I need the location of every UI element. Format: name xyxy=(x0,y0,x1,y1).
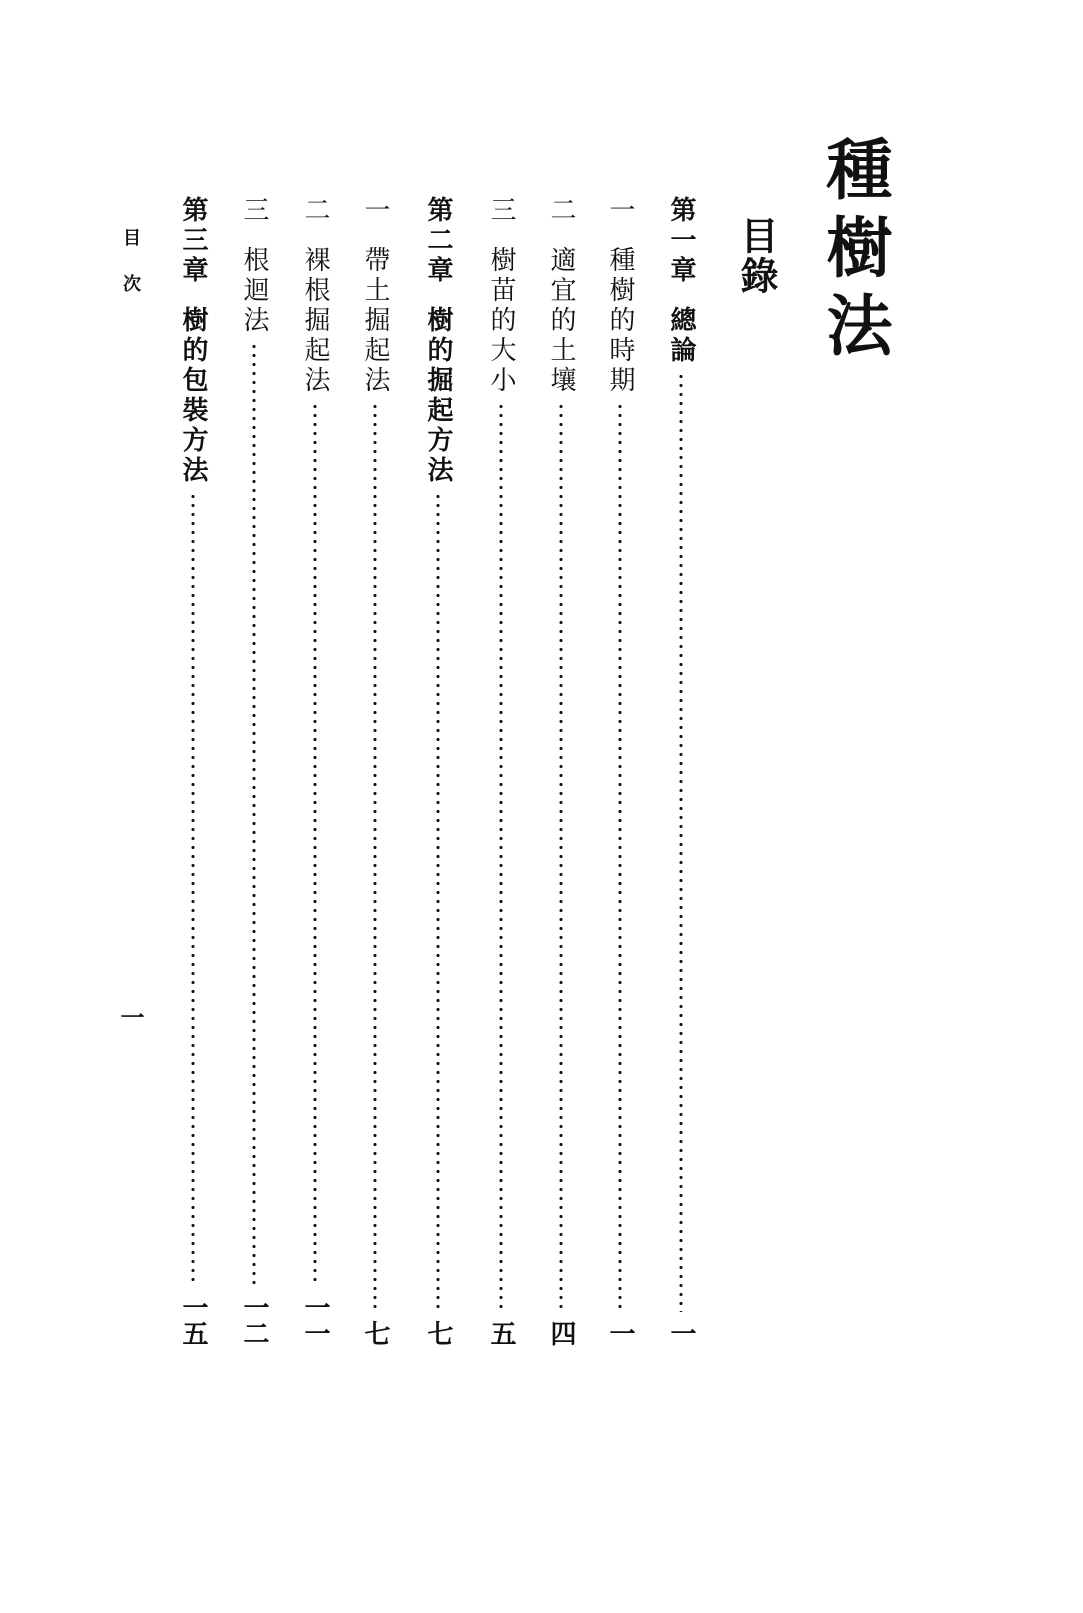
dot-leader xyxy=(679,372,683,1312)
entry-prefix: 三 xyxy=(239,196,269,226)
entry-prefix: 二 xyxy=(546,196,576,226)
dot-leader xyxy=(373,402,377,1312)
dot-leader xyxy=(313,402,317,1286)
entry-title: 總論 xyxy=(666,306,696,366)
entry-title: 帶土掘起法 xyxy=(360,246,390,396)
entry-page-number: 四 xyxy=(546,1320,576,1346)
toc-entry-section-1-1[interactable] xyxy=(603,196,637,1346)
entry-title: 根迴法 xyxy=(239,246,269,336)
toc-entry-chapter-2[interactable] xyxy=(421,196,455,1346)
entry-prefix: 第二章 xyxy=(423,196,453,286)
dot-leader xyxy=(559,402,563,1312)
entry-page-number: 一二 xyxy=(239,1294,269,1346)
entry-page-number: 七 xyxy=(423,1320,453,1346)
entry-page-number: 一 xyxy=(666,1320,696,1346)
dot-leader xyxy=(499,402,503,1312)
toc-entry-section-2-2[interactable] xyxy=(298,196,332,1346)
entry-page-number: 一 xyxy=(605,1320,635,1346)
toc-entry-section-1-2[interactable] xyxy=(544,196,578,1346)
entry-page-number: 一一 xyxy=(300,1294,330,1346)
entry-prefix: 二 xyxy=(300,196,330,226)
entry-prefix: 三 xyxy=(486,196,516,226)
entry-prefix: 第三章 xyxy=(178,196,208,286)
entry-title: 樹的掘起方法 xyxy=(423,306,453,486)
toc-entry-section-2-1[interactable] xyxy=(358,196,392,1346)
entry-prefix: 一 xyxy=(605,196,635,226)
entry-title: 種樹的時期 xyxy=(605,246,635,396)
book-title: 種樹法 xyxy=(815,135,893,369)
toc-entry-section-1-3[interactable] xyxy=(484,196,518,1346)
entry-page-number: 七 xyxy=(360,1320,390,1346)
dot-leader xyxy=(252,342,256,1286)
entry-page-number: 五 xyxy=(486,1320,516,1346)
dot-leader xyxy=(618,402,622,1312)
dot-leader xyxy=(191,492,195,1286)
toc-entry-chapter-3[interactable] xyxy=(176,196,210,1346)
toc-heading: 目錄 xyxy=(734,216,779,296)
running-head: 目次 xyxy=(120,228,141,320)
dot-leader xyxy=(436,492,440,1312)
page-folio: 一 xyxy=(116,1005,145,1029)
entry-title: 樹苗的大小 xyxy=(486,246,516,396)
entry-title: 適宜的土壤 xyxy=(546,246,576,396)
entry-title: 裸根掘起法 xyxy=(300,246,330,396)
toc-entry-chapter-1[interactable] xyxy=(664,196,698,1346)
toc-entry-section-2-3[interactable] xyxy=(237,196,271,1346)
entry-prefix: 一 xyxy=(360,196,390,226)
entry-page-number: 一五 xyxy=(178,1294,208,1346)
entry-prefix: 第一章 xyxy=(666,196,696,286)
entry-title: 樹的包裝方法 xyxy=(178,306,208,486)
